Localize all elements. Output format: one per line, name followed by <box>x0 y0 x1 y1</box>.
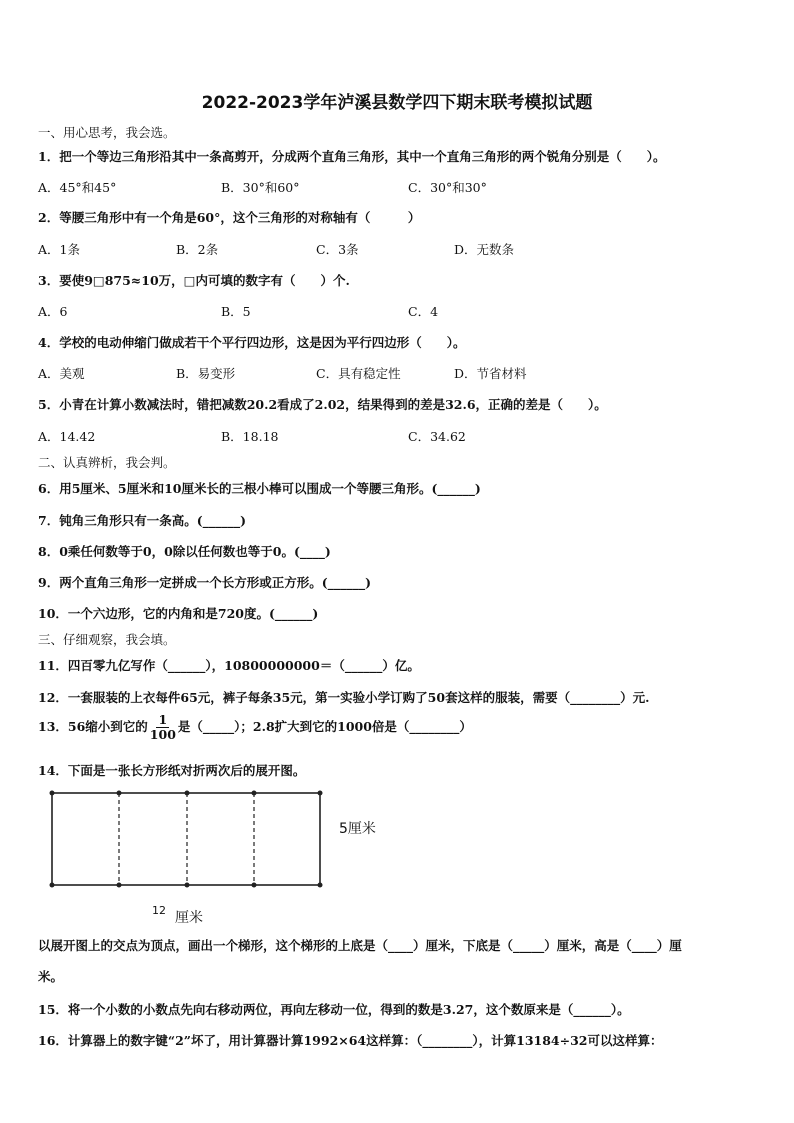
q5-option-a: A．14.42 <box>38 429 96 444</box>
question-10: 10．一个六边形，它的内角和是720度。(______) <box>38 606 319 621</box>
point-bottom-5 <box>318 883 323 888</box>
question-13 <box>38 713 472 742</box>
point-bottom-4 <box>252 883 257 888</box>
q2-option-d: D．无数条 <box>454 242 515 257</box>
question-1: 1．把一个等边三角形沿其中一条高剪开，分成两个直角三角形，其中一个直角三角形的两个锐角分别是（ ）。 <box>38 149 666 164</box>
q3-option-a: A．6 <box>38 304 68 319</box>
point-bottom-3 <box>185 883 190 888</box>
point-top-4 <box>252 791 257 796</box>
question-12: 12．一套服装的上衣每件65元，裤子每条35元，第一实验小学订购了50套这样的服装，需要（________）元. <box>38 690 650 705</box>
question-3: 3．要使9□875≈10万，□内可填的数字有（ ）个. <box>38 273 350 288</box>
q4-option-a: A．美观 <box>38 366 85 381</box>
page-title: 2022-2023学年泸溪县数学四下期末联考模拟试题 <box>201 93 593 113</box>
q1-option-c: C．30°和30° <box>408 180 487 195</box>
question-14-line-2: 米。 <box>38 969 64 984</box>
q13-suffix: 是（_____）；2.8扩大到它的1000倍是（________） <box>177 718 472 734</box>
question-2: 2．等腰三角形中有一个角是60°，这个三角形的对称轴有（ ） <box>38 210 421 225</box>
unfolded-paper-diagram <box>40 785 340 895</box>
intersection-points <box>50 791 323 888</box>
q13-fraction <box>150 713 176 742</box>
q2-option-c: C．3条 <box>316 242 359 257</box>
question-14-line-1: 以展开图上的交点为顶点，画出一个梯形，这个梯形的上底是（____）厘米，下底是（_____）厘米，高是（____）厘 <box>38 938 682 953</box>
section-heading-1: 一、用心思考，我会选。 <box>38 125 176 140</box>
q5-option-b: B．18.18 <box>221 429 279 444</box>
q4-option-b: B．易变形 <box>176 366 236 381</box>
point-top-5 <box>318 791 323 796</box>
q13-fraction-numerator: 1 <box>158 712 168 727</box>
point-top-1 <box>50 791 55 796</box>
question-15: 15．将一个小数的小数点先向右移动两位，再向左移动一位，得到的数是3.27，这个数原来是（______）。 <box>38 1002 630 1017</box>
question-7: 7．钝角三角形只有一条高。(______) <box>38 513 247 528</box>
question-4: 4．学校的电动伸缩门做成若干个平行四边形，这是因为平行四边形（ ）。 <box>38 335 466 350</box>
q3-option-b: B．5 <box>221 304 251 319</box>
question-16: 16．计算器上的数字键“2”坏了，用计算器计算1992×64这样算：（________），计算13184÷32可以这样算： <box>38 1033 663 1048</box>
point-bottom-1 <box>50 883 55 888</box>
point-top-2 <box>117 791 122 796</box>
question-14: 14．下面是一张长方形纸对折两次后的展开图。 <box>38 763 306 778</box>
section-heading-2: 二、认真辨析，我会判。 <box>38 455 176 470</box>
q2-option-a: A．1条 <box>38 242 80 257</box>
height-label: 5厘米 <box>339 821 376 837</box>
q1-option-b: B．30°和60° <box>221 180 300 195</box>
q3-option-c: C．4 <box>408 304 439 319</box>
question-5: 5．小青在计算小数减法时，错把减数20.2看成了2.02，结果得到的差是32.6，正确的差是（ ）。 <box>38 397 607 412</box>
question-6: 6．用5厘米、5厘米和10厘米长的三根小棒可以围成一个等腰三角形。(______) <box>38 481 481 496</box>
question-9: 9．两个直角三角形一定拼成一个长方形或正方形。(______) <box>38 575 372 590</box>
section-heading-3: 三、仔细观察，我会填。 <box>38 632 176 647</box>
q1-option-a: A．45°和45° <box>38 180 117 195</box>
q13-prefix: 13．56缩小到它的 <box>38 718 148 734</box>
q4-option-c: C．具有稳定性 <box>316 366 401 381</box>
paper-outline <box>52 793 320 885</box>
q4-option-d: D．节省材料 <box>454 366 527 381</box>
q5-option-c: C．34.62 <box>408 429 466 444</box>
width-label-number: 12 <box>152 904 166 917</box>
question-11: 11．四百零九亿写作（______），10800000000＝（______）亿。 <box>38 658 420 673</box>
point-top-3 <box>185 791 190 796</box>
point-bottom-2 <box>117 883 122 888</box>
q13-fraction-denominator: 100 <box>149 726 176 742</box>
width-label-unit: 厘米 <box>175 910 203 926</box>
question-8: 8．0乘任何数等于0，0除以任何数也等于0。(____) <box>38 544 331 559</box>
q2-option-b: B．2条 <box>176 242 219 257</box>
